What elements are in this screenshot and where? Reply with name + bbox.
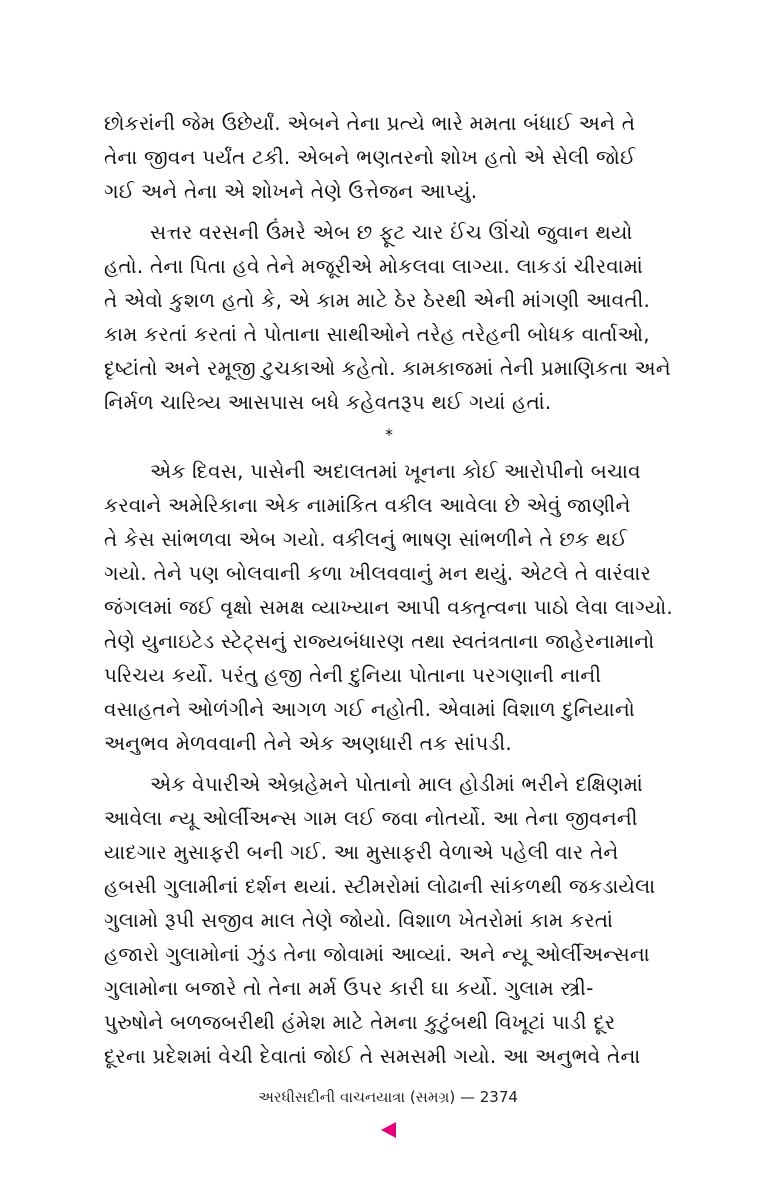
paragraph-4 xyxy=(104,767,674,1073)
text-line: યાદગાર મુસાફરી બની ગઈ. આ મુસાફરી વેળાએ પહેલી વાર તેને xyxy=(104,840,619,864)
text-line: તેના જીવન પર્યંત ટકી. એબને ભણતરનો શોખ હતો એ સેલી જોઈ xyxy=(104,145,636,169)
section-separator: * xyxy=(385,425,393,444)
text-line: ગુલામો રૂપી સજીવ માલ તેણે જોયો. વિશાળ ખેતરોમાં કામ કરતાં xyxy=(104,908,614,932)
text-line: કામ કરતાં કરતાં તે પોતાના સાથીઓને તરેહ તરેહની બોધક વાર્તાઓ, xyxy=(104,322,650,346)
text-line: પુરુષોને બળજબરીથી હંમેશ માટે તેમના કુટુંબથી વિખૂટાં પાડી દૂર xyxy=(104,1010,616,1034)
text-line: એક દિવસ, પાસેની અદાલતમાં ખૂનના કોઈ આરોપીનો બચાવ xyxy=(150,459,641,483)
text-line: પરિચય કર્યો. પરંતુ હજી તેની દુનિયા પોતાના પરગણાની નાની xyxy=(104,663,602,687)
text-line: તેણે યુનાઇટેડ સ્ટેટ્સનું રાજ્યબંધારણ તથા સ્વતંત્રતાના જાહેરનામાનો xyxy=(104,629,655,653)
text-line: દૃષ્ટાંતો અને રમૂજી ટુચકાઓ કહેતો. કામકાજમાં તેની પ્રમાણિકતા અને xyxy=(104,356,671,380)
arrow-left-icon[interactable] xyxy=(381,1122,396,1138)
text-line: હતો. તેના પિતા હવે તેને મજૂરીએ મોકલવા લાગ્યા. લાકડાં ચીરવામાં xyxy=(104,254,644,278)
text-line: દૂરના પ્રદેશમાં વેચી દેવાતાં જોઈ તે સમસમી ગયો. આ અનુભવે તેના xyxy=(104,1044,641,1068)
paragraph-3 xyxy=(104,454,674,760)
text-line: તે એવો કુશળ હતો કે, એ કામ માટે ઠેર ઠેરથી એની માંગણી આવતી. xyxy=(104,288,651,312)
page-body xyxy=(104,106,674,1080)
text-line: એક વેપારીએ એબ્રહેમને પોતાનો માલ હોડીમાં ભરીને દક્ષિણમાં xyxy=(150,772,643,796)
text-line: આવેલા ન્યૂ ઓર્લીઅન્સ ગામ લઈ જવા નોતર્યો. આ તેના જીવનની xyxy=(104,806,638,830)
page-footer: અરધીસદીની વાચનયાત્રા (સમગ્ર) — 2374 xyxy=(258,1088,518,1106)
text-line: હબસી ગુલામીનાં દર્શન થયાં. સ્ટીમરોમાં લોઢાની સાંકળથી જકડાયેલા xyxy=(104,874,656,898)
text-line: છોકરાંની જેમ ઉછેર્યાં. એબને તેના પ્રત્યે ભારે મમતા બંધાઈ અને તે xyxy=(104,111,636,135)
text-line: વસાહતને ઓળંગીને આગળ ગઈ નહોતી. એવામાં વિશાળ દુનિયાનો xyxy=(104,697,635,721)
text-line: જંગલમાં જઈ વૃક્ષો સમક્ષ વ્યાખ્યાન આપી વક્તૃત્વના પાઠો લેવા લાગ્યો. xyxy=(104,595,673,619)
text-line: ગયો. તેને પણ બોલવાની કળા ખીલવવાનું મન થયું. એટલે તે વારંવાર xyxy=(104,561,652,585)
text-line: સત્તર વરસની ઉંમરે એબ છ ફૂટ ચાર ઈંચ ઊંચો જુવાન થયો xyxy=(150,220,633,244)
text-line: તે કેસ સાંભળવા એબ ગયો. વકીલનું ભાષણ સાંભળીને તે છક થઈ xyxy=(104,527,628,551)
text-line: કરવાને અમેરિકાના એક નામાંકિત વકીલ આવેલા છે એવું જાણીને xyxy=(104,493,631,517)
text-line: ગુલામોના બજારે તો તેના મર્મ ઉપર કારી ઘા કર્યો. ગુલામ સ્ત્રી- xyxy=(104,976,594,1000)
text-line: અનુભવ મેળવવાની તેને એક અણધારી તક સાંપડી. xyxy=(104,731,512,755)
paragraph-2 xyxy=(104,215,674,419)
text-line: ગઈ અને તેના એ શોખને તેણે ઉત્તેજન આપ્યું. xyxy=(104,179,478,203)
text-line: હજારો ગુલામોનાં ઝુંડ તેના જોવામાં આવ્યાં. અને ન્યૂ ઓર્લીઅન્સના xyxy=(104,942,650,966)
text-line: નિર્મળ ચારિત્ર્ય આસપાસ બધે કહેવતરૂપ થઈ ગયાં હતાં. xyxy=(104,390,552,414)
paragraph-1 xyxy=(104,106,674,208)
